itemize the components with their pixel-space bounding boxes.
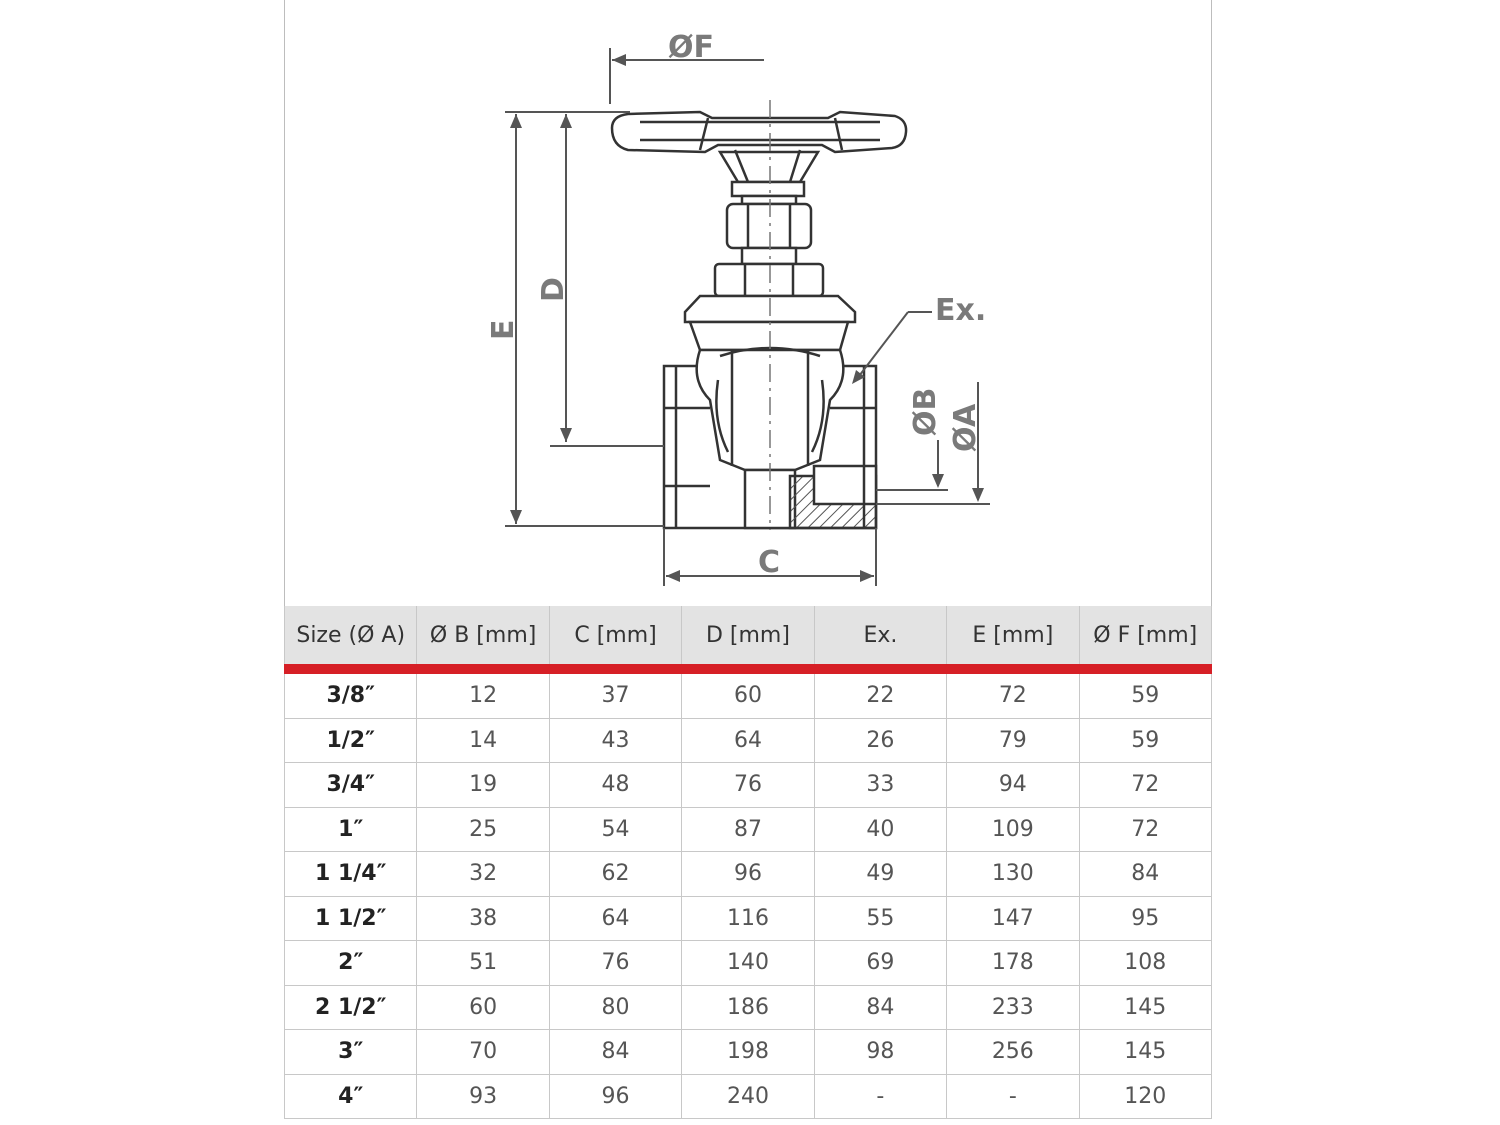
cell-d: 87	[682, 807, 814, 852]
cell-ex: 69	[814, 941, 946, 986]
cell-f: 145	[1079, 985, 1211, 1030]
cell-e: 79	[947, 718, 1079, 763]
cell-f: 108	[1079, 941, 1211, 986]
dim-label-c: C	[758, 545, 781, 580]
cell-ex: 98	[814, 1030, 946, 1075]
cell-ex: 22	[814, 669, 946, 718]
cell-ex: -	[814, 1074, 946, 1119]
header-c: C [mm]	[549, 606, 681, 669]
cell-size: 4″	[285, 1074, 417, 1119]
cell-b: 19	[417, 763, 549, 808]
table-row	[285, 763, 1212, 808]
cell-size: 1″	[285, 807, 417, 852]
dim-label-b: ØB	[908, 387, 943, 436]
cell-f: 72	[1079, 807, 1211, 852]
cell-c: 37	[549, 669, 681, 718]
table-row	[285, 896, 1212, 941]
header-f: Ø F [mm]	[1079, 606, 1211, 669]
cell-c: 80	[549, 985, 681, 1030]
cell-f: 59	[1079, 669, 1211, 718]
cell-size: 2 1/2″	[285, 985, 417, 1030]
cell-d: 186	[682, 985, 814, 1030]
cell-size: 1 1/4″	[285, 852, 417, 897]
cell-f: 84	[1079, 852, 1211, 897]
cell-ex: 40	[814, 807, 946, 852]
cell-f: 145	[1079, 1030, 1211, 1075]
cell-e: 178	[947, 941, 1079, 986]
cell-ex: 49	[814, 852, 946, 897]
cell-c: 84	[549, 1030, 681, 1075]
cell-d: 116	[682, 896, 814, 941]
cell-e: 109	[947, 807, 1079, 852]
header-b: Ø B [mm]	[417, 606, 549, 669]
cell-b: 70	[417, 1030, 549, 1075]
cell-e: 233	[947, 985, 1079, 1030]
dimension-table	[284, 606, 1212, 1119]
table-row	[285, 718, 1212, 763]
cell-b: 12	[417, 669, 549, 718]
table-row	[285, 669, 1212, 718]
cell-size: 3/4″	[285, 763, 417, 808]
table-row	[285, 1030, 1212, 1075]
dim-label-d: D	[536, 277, 571, 302]
cell-c: 62	[549, 852, 681, 897]
cell-size: 3/8″	[285, 669, 417, 718]
cell-b: 60	[417, 985, 549, 1030]
cell-e: 147	[947, 896, 1079, 941]
table-header-row	[285, 606, 1212, 669]
cell-d: 240	[682, 1074, 814, 1119]
cell-size: 1/2″	[285, 718, 417, 763]
cell-b: 32	[417, 852, 549, 897]
table-row	[285, 807, 1212, 852]
cell-b: 14	[417, 718, 549, 763]
cell-f: 72	[1079, 763, 1211, 808]
cell-b: 38	[417, 896, 549, 941]
cell-c: 43	[549, 718, 681, 763]
stem-nut	[727, 196, 811, 264]
cell-d: 76	[682, 763, 814, 808]
cell-c: 96	[549, 1074, 681, 1119]
cell-size: 2″	[285, 941, 417, 986]
cell-c: 76	[549, 941, 681, 986]
cell-c: 64	[549, 896, 681, 941]
cell-e: 94	[947, 763, 1079, 808]
table-row	[285, 1074, 1212, 1119]
cell-d: 96	[682, 852, 814, 897]
cell-ex: 84	[814, 985, 946, 1030]
table-row	[285, 852, 1212, 897]
cell-d: 64	[682, 718, 814, 763]
header-e: E [mm]	[947, 606, 1079, 669]
cell-d: 198	[682, 1030, 814, 1075]
dim-label-ex: Ex.	[935, 293, 987, 328]
cell-d: 140	[682, 941, 814, 986]
cell-ex: 26	[814, 718, 946, 763]
cell-c: 54	[549, 807, 681, 852]
table-row	[285, 941, 1212, 986]
cell-size: 1 1/2″	[285, 896, 417, 941]
cell-b: 93	[417, 1074, 549, 1119]
cell-b: 25	[417, 807, 549, 852]
cell-b: 51	[417, 941, 549, 986]
cell-c: 48	[549, 763, 681, 808]
cell-e: 256	[947, 1030, 1079, 1075]
cell-d: 60	[682, 669, 814, 718]
cell-ex: 33	[814, 763, 946, 808]
header-ex: Ex.	[814, 606, 946, 669]
cell-f: 120	[1079, 1074, 1211, 1119]
dim-label-a: ØA	[948, 403, 983, 452]
dim-label-f: ØF	[668, 30, 714, 65]
header-size: Size (Ø A)	[285, 606, 417, 669]
cell-ex: 55	[814, 896, 946, 941]
handwheel	[612, 112, 906, 196]
cell-f: 95	[1079, 896, 1211, 941]
table-row	[285, 985, 1212, 1030]
cell-f: 59	[1079, 718, 1211, 763]
cell-e: 130	[947, 852, 1079, 897]
dim-label-e: E	[486, 319, 521, 340]
cell-e: -	[947, 1074, 1079, 1119]
cell-e: 72	[947, 669, 1079, 718]
header-d: D [mm]	[682, 606, 814, 669]
cell-size: 3″	[285, 1030, 417, 1075]
